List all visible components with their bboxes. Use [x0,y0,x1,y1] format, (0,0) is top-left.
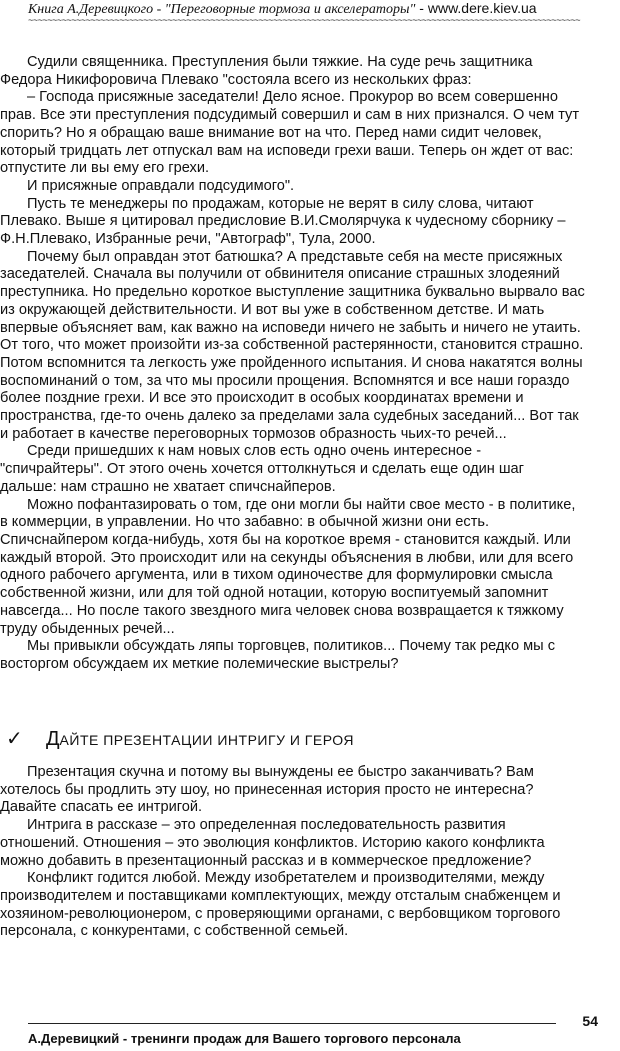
text-line: собственной жизни, или для той одной нотации, которую воспитуемый запомнит [0,585,549,602]
paragraph [0,888,620,941]
text-line: прав. Все эти преступления подсудимый совершил и сам в них признался. О чем тут [0,107,580,124]
paragraph [0,835,620,870]
text-line: дальше: нам страшно не хватает спичснайперов. [0,478,336,495]
book-title: Книга А.Деревицкого - "Переговорные тормоза и акселераторы" [28,2,416,17]
text-line: восторгом обсуждаем их меткие полемические выстрелы? [0,655,399,672]
paragraph [0,72,620,90]
section-heading [6,726,354,754]
text-line: хотелось бы продлить эту шоу, но принесенная история просто не интересна? [0,781,534,798]
text-line: Среди пришедших к нам новых слов есть одно очень интересное - [27,443,482,460]
text-line: И присяжные оправдали подсудимого". [27,177,295,194]
paragraph [0,764,620,782]
text-line: Презентация скучна и потому вы вынуждены ее быстро заканчивать? Вам [27,764,534,780]
text-line: Почему был оправдан этот батюшка? А представьте себя на месте присяжных [27,248,563,265]
text-line: Федора Никифоровича Плевако "состояла всего из нескольких фраз: [0,71,472,88]
paragraph [0,196,620,214]
text-line: От того, что может произойти из-за собственной растерянности, становится страшно. [0,337,584,354]
paragraph [0,89,620,107]
section-title-rest: АЙТЕ ПРЕЗЕНТАЦИИ ИНТРИГУ И ГЕРОЯ [59,732,354,748]
paragraph [0,514,620,638]
text-line: Пусть те менеджеры по продажам, которые не верят в силу слова, читают [27,195,534,212]
text-line: преступника. Но предельно короткое выступление защитника буквально вырвало вас [0,284,585,301]
text-line: спорить? Но я обращаю ваше внимание вот на что. Перед нами сидит человек, [0,124,542,141]
text-line: из окружающей действительности. И вот вы уже в собственном детстве. И мать [0,301,545,318]
paragraph [0,782,620,817]
text-line: производителем и поставщиками комплектующих, между отсталым снабженцем и [0,887,561,904]
text-line: впервые объясняет вам, как важно на исповеди ничего не забыть и ничего не утаить. [0,319,581,336]
site-url: www.dere.kiev.ua [427,0,537,16]
text-line: отпустите ли вы ему его грехи. [0,160,210,177]
header-separator: - [415,0,428,16]
text-line: пространства, где-то очень далеко за пределами зала судебных заседаний... Вот так [0,408,579,425]
paragraph [0,213,620,248]
paragraph [0,54,620,72]
text-line: в коммерции, в управлении. Но что забавно: в обычной жизни они есть. [0,514,490,531]
text-line: каждый второй. Это происходит или на секунды объяснения в любви, или для всего [0,549,574,566]
text-line: – Господа присяжные заседатели! Дело ясное. Прокурор во всем совершенно [27,89,558,106]
footer-divider [28,1023,556,1024]
paragraph [0,249,620,267]
text-line: Ф.Н.Плевако, Избранные речи, "Автограф", Тула, 2000. [0,231,376,248]
paragraph [0,638,620,656]
text-line: Мы привыкли обсуждать ляпы торговцев, политиков... Почему так редко мы с [27,638,556,655]
text-line: Можно пофантазировать о том, где они могли бы найти свое место - в политике, [27,496,576,513]
body-text-part-2 [0,764,620,941]
paragraph [0,656,620,674]
text-line: воспоминаний о том, за что мы просили прощения. Вспомнятся и все наши гораздо [0,372,570,389]
body-text-part-1 [0,54,620,674]
text-line: навсегда... Но после такого звездного мига человек снова возвращается к тяжкому [0,602,564,619]
text-line: труду обыденных речей... [0,620,175,637]
paragraph [0,178,620,196]
text-line: который тридцать лет отпускал вам на исповеди грехи ваши. Теперь он ждет от вас: [0,142,574,159]
paragraph [0,461,620,496]
text-line: и работает в качестве переговорных тормозов образность чьих-то речей... [0,425,507,442]
paragraph [0,870,620,888]
text-line: отношений. Отношения – это эволюция конфликтов. Историю какого конфликта [0,834,545,851]
paragraph [0,497,620,515]
paragraph [0,817,620,835]
text-line: Интрига в рассказе – это определенная последовательность развития [27,817,506,834]
paragraph [0,443,620,461]
checkmark-icon: ✓ [6,728,23,750]
text-line: более поздние грехи. И все это происходит в особых координатах времени и [0,390,524,407]
text-line: Судили священника. Преступления были тяжкие. На суде речь защитника [27,54,533,70]
footer-text: А.Деревицкий - тренинги продаж для Вашего торгового персонала [28,1031,461,1046]
text-line: персонала, с конкурентами, с собственной семьей. [0,923,349,940]
text-line: Плевако. Выше я цитировал предисловие В.И.Смолярчука к чудесному сборнику – [0,213,566,230]
paragraph [0,266,620,443]
text-line: заседателей. Сначала вы получили от обвинителя описание страшных злодеяний [0,266,560,283]
section-title-initial: Д [46,728,60,750]
paragraph [0,107,620,178]
header-tilde-divider: ~~~~~~~~~~~~~~~~~~~~~~~~~~~~~~~~~~~~~~~~~~~~~~~~~~~~~~~~~~~~~~~~~~~~~~~~~~~~~~~~~~~~~~~~~~~~~~~~~~~~~~~~~~~~~~~~~~~ [28,16,581,26]
text-line: Давайте спасать ее интригой. [0,799,203,816]
text-line: Спичснайпером когда-нибудь, хотя бы на короткое время - становится каждый. Или [0,531,571,548]
text-line: Потом вспомнится та легкость уже пройденного испытания. И снова накатятся волны [0,354,583,371]
text-line: можно добавить в презентационный рассказ и в коммерческое предложение? [0,852,532,869]
text-line: одного рабочего аргумента, или в тихом одиночестве для формулировки смысла [0,567,553,584]
text-line: "спичрайтеры". От этого очень хочется оттолкнуться и сделать еще один шаг [0,461,524,478]
page-number: 54 [582,1013,598,1029]
text-line: хозяином-революционером, с проверяющими органами, с вербовщиком торгового [0,905,561,922]
text-line: Конфликт годится любой. Между изобретателем и производителями, между [27,870,545,887]
